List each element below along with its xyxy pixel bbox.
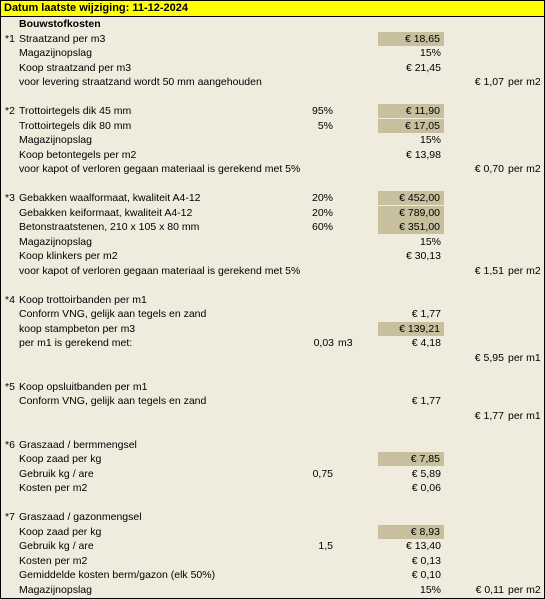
table-row [1,307,544,322]
table-row [1,423,544,438]
table-row [1,191,544,206]
table-row [1,438,544,453]
table-row [1,510,544,525]
item-number-cell[interactable]: *7 [5,511,15,523]
table-row [1,249,544,264]
description-cell[interactable]: per m1 is gerekend met: [19,337,133,349]
table-row [1,409,544,424]
description-cell[interactable]: Magazijnopslag [19,47,92,59]
table-row [1,61,544,76]
table-row [1,336,544,351]
description-cell[interactable]: Trottoirtegels dik 80 mm [19,119,132,132]
result-unit-cell[interactable]: per m2 [508,583,541,596]
result-unit-cell[interactable]: per m2 [508,264,541,277]
result-price-cell[interactable]: € 1,77 [474,409,504,422]
result-price-cell[interactable]: € 1,51 [474,264,504,277]
table-row [1,133,544,148]
table-row [1,148,544,163]
input-price-cell[interactable]: € 8,93 [378,525,444,539]
price-cell[interactable]: € 1,77 [411,308,441,320]
result-unit-cell[interactable]: per m1 [508,409,541,422]
table-row [1,278,544,293]
result-unit-cell[interactable]: per m2 [508,163,541,175]
unit-cell[interactable]: m3 [338,337,353,349]
description-cell[interactable]: Conform VNG, gelijk aan tegels en zand [19,308,207,320]
share-cell[interactable]: 1,5 [318,540,333,552]
price-cell[interactable]: € 4,18 [411,337,441,349]
share-cell[interactable]: 5% [317,119,333,132]
table-row [1,75,544,90]
table-row [1,452,544,467]
description-cell[interactable]: Gebruik kg / are [19,540,94,552]
table-row [1,365,544,380]
item-number-cell[interactable]: *5 [5,380,15,393]
item-number-cell[interactable]: *4 [5,293,15,306]
price-cell[interactable]: € 13,98 [405,148,441,161]
table-row [1,104,544,119]
section-title: Bouwstofkosten [19,18,101,30]
price-cell[interactable]: € 21,45 [405,61,441,74]
description-cell[interactable]: Gemiddelde kosten berm/gazon (elk 50%) [19,569,216,581]
table-row [1,568,544,583]
last-modified-banner [1,1,544,17]
description-cell[interactable]: Gebakken keiformaat, kwaliteit A4-12 [19,206,193,219]
last-modified-label: Datum laatste wijziging: 11-12-2024 [4,2,189,14]
table-row [1,162,544,177]
table-row [1,46,544,61]
table-row [1,264,544,279]
result-price-cell[interactable]: € 5,95 [474,351,504,364]
description-cell[interactable]: Magazijnopslag [19,235,92,248]
input-price-cell[interactable]: € 452,00 [378,191,444,205]
result-unit-cell[interactable]: per m2 [508,76,541,88]
description-cell[interactable]: koop stampbeton per m3 [19,322,136,335]
description-cell[interactable]: Koop zaad per kg [19,453,102,465]
table-row [1,539,544,554]
description-cell[interactable]: Betonstraatstenen, 210 x 105 x 80 mm [19,221,200,233]
price-cell[interactable]: € 1,77 [411,395,441,407]
description-cell[interactable]: Straatzand per m3 [19,32,106,45]
description-cell[interactable]: Koop opsluitbanden per m1 [19,380,148,393]
table-row [1,32,544,47]
table-row [1,525,544,540]
table-row [1,322,544,337]
input-price-cell[interactable]: € 351,00 [378,220,444,234]
table-row [1,583,544,598]
description-cell[interactable]: Magazijnopslag [19,583,92,596]
result-price-cell[interactable]: € 0,70 [474,163,504,175]
price-cell[interactable]: € 0,13 [411,554,441,567]
table-row [1,119,544,134]
section-title-row [1,17,544,32]
table-row [1,467,544,482]
table-row [1,554,544,569]
table-row [1,206,544,221]
table-row [1,220,544,235]
price-cell[interactable]: 15% [419,134,441,146]
description-cell[interactable]: Kosten per m2 [19,482,88,494]
item-number-cell[interactable]: *1 [5,32,15,45]
price-cell[interactable]: 15% [419,235,441,248]
description-cell[interactable]: voor levering straatzand wordt 50 mm aangehouden [19,76,262,88]
description-cell[interactable]: Gebruik kg / are [19,467,94,480]
table-row [1,496,544,511]
share-cell[interactable]: 0,75 [312,467,333,480]
share-cell[interactable]: 20% [311,206,333,219]
table-row [1,235,544,250]
input-price-cell[interactable]: € 139,21 [378,322,444,336]
input-price-cell[interactable]: € 789,00 [378,206,444,220]
price-cell[interactable]: € 30,13 [405,250,441,262]
table-row [1,380,544,395]
input-price-cell[interactable]: € 18,65 [378,32,444,46]
share-cell[interactable]: 0,03 [313,337,334,349]
description-cell[interactable]: Graszaad / bermmengsel [19,438,137,451]
description-cell[interactable]: Koop trottoirbanden per m1 [19,293,147,306]
table-row [1,293,544,308]
item-number-cell[interactable]: *2 [5,105,15,117]
description-cell[interactable]: Koop zaad per kg [19,525,102,538]
description-cell[interactable]: Conform VNG, gelijk aan tegels en zand [19,395,207,407]
description-cell[interactable]: voor kapot of verloren gegaan materiaal is gerekend met 5% [19,163,301,175]
description-cell[interactable]: Koop klinkers per m2 [19,250,118,262]
table-row [1,90,544,105]
share-cell[interactable]: 20% [311,192,333,204]
description-cell[interactable]: Graszaad / gazonmengsel [19,511,142,523]
description-cell[interactable]: Magazijnopslag [19,134,92,146]
description-cell[interactable]: Kosten per m2 [19,554,88,567]
result-price-cell[interactable]: € 1,07 [474,76,504,88]
price-cell[interactable]: € 0,06 [411,482,441,494]
result-price-cell[interactable]: € 0,11 [475,583,504,596]
description-cell[interactable]: Koop straatzand per m3 [19,61,132,74]
share-cell[interactable]: 60% [311,221,333,233]
price-cell[interactable]: € 13,40 [405,540,441,552]
item-number-cell[interactable]: *6 [5,438,15,451]
table-row [1,177,544,192]
share-cell[interactable]: 95% [311,105,333,117]
result-unit-cell[interactable]: per m1 [508,351,541,364]
price-cell[interactable]: € 5,89 [411,467,441,480]
input-price-cell[interactable]: € 11,90 [378,104,444,118]
price-cell[interactable]: 15% [419,47,441,59]
price-cell[interactable]: 15% [419,583,441,596]
description-cell[interactable]: voor kapot of verloren gegaan materiaal is gerekend met 5% [19,264,301,277]
table-row [1,481,544,496]
rows-container [1,17,544,597]
description-cell[interactable]: Koop betontegels per m2 [19,148,137,161]
input-price-cell[interactable]: € 17,05 [378,119,444,133]
item-number-cell[interactable]: *3 [5,192,15,204]
input-price-cell[interactable]: € 7,85 [378,452,444,466]
description-cell[interactable]: Trottoirtegels dik 45 mm [19,105,132,117]
price-cell[interactable]: € 0,10 [411,569,441,581]
table-row [1,394,544,409]
description-cell[interactable]: Gebakken waalformaat, kwaliteit A4-12 [19,192,201,204]
table-row [1,351,544,366]
